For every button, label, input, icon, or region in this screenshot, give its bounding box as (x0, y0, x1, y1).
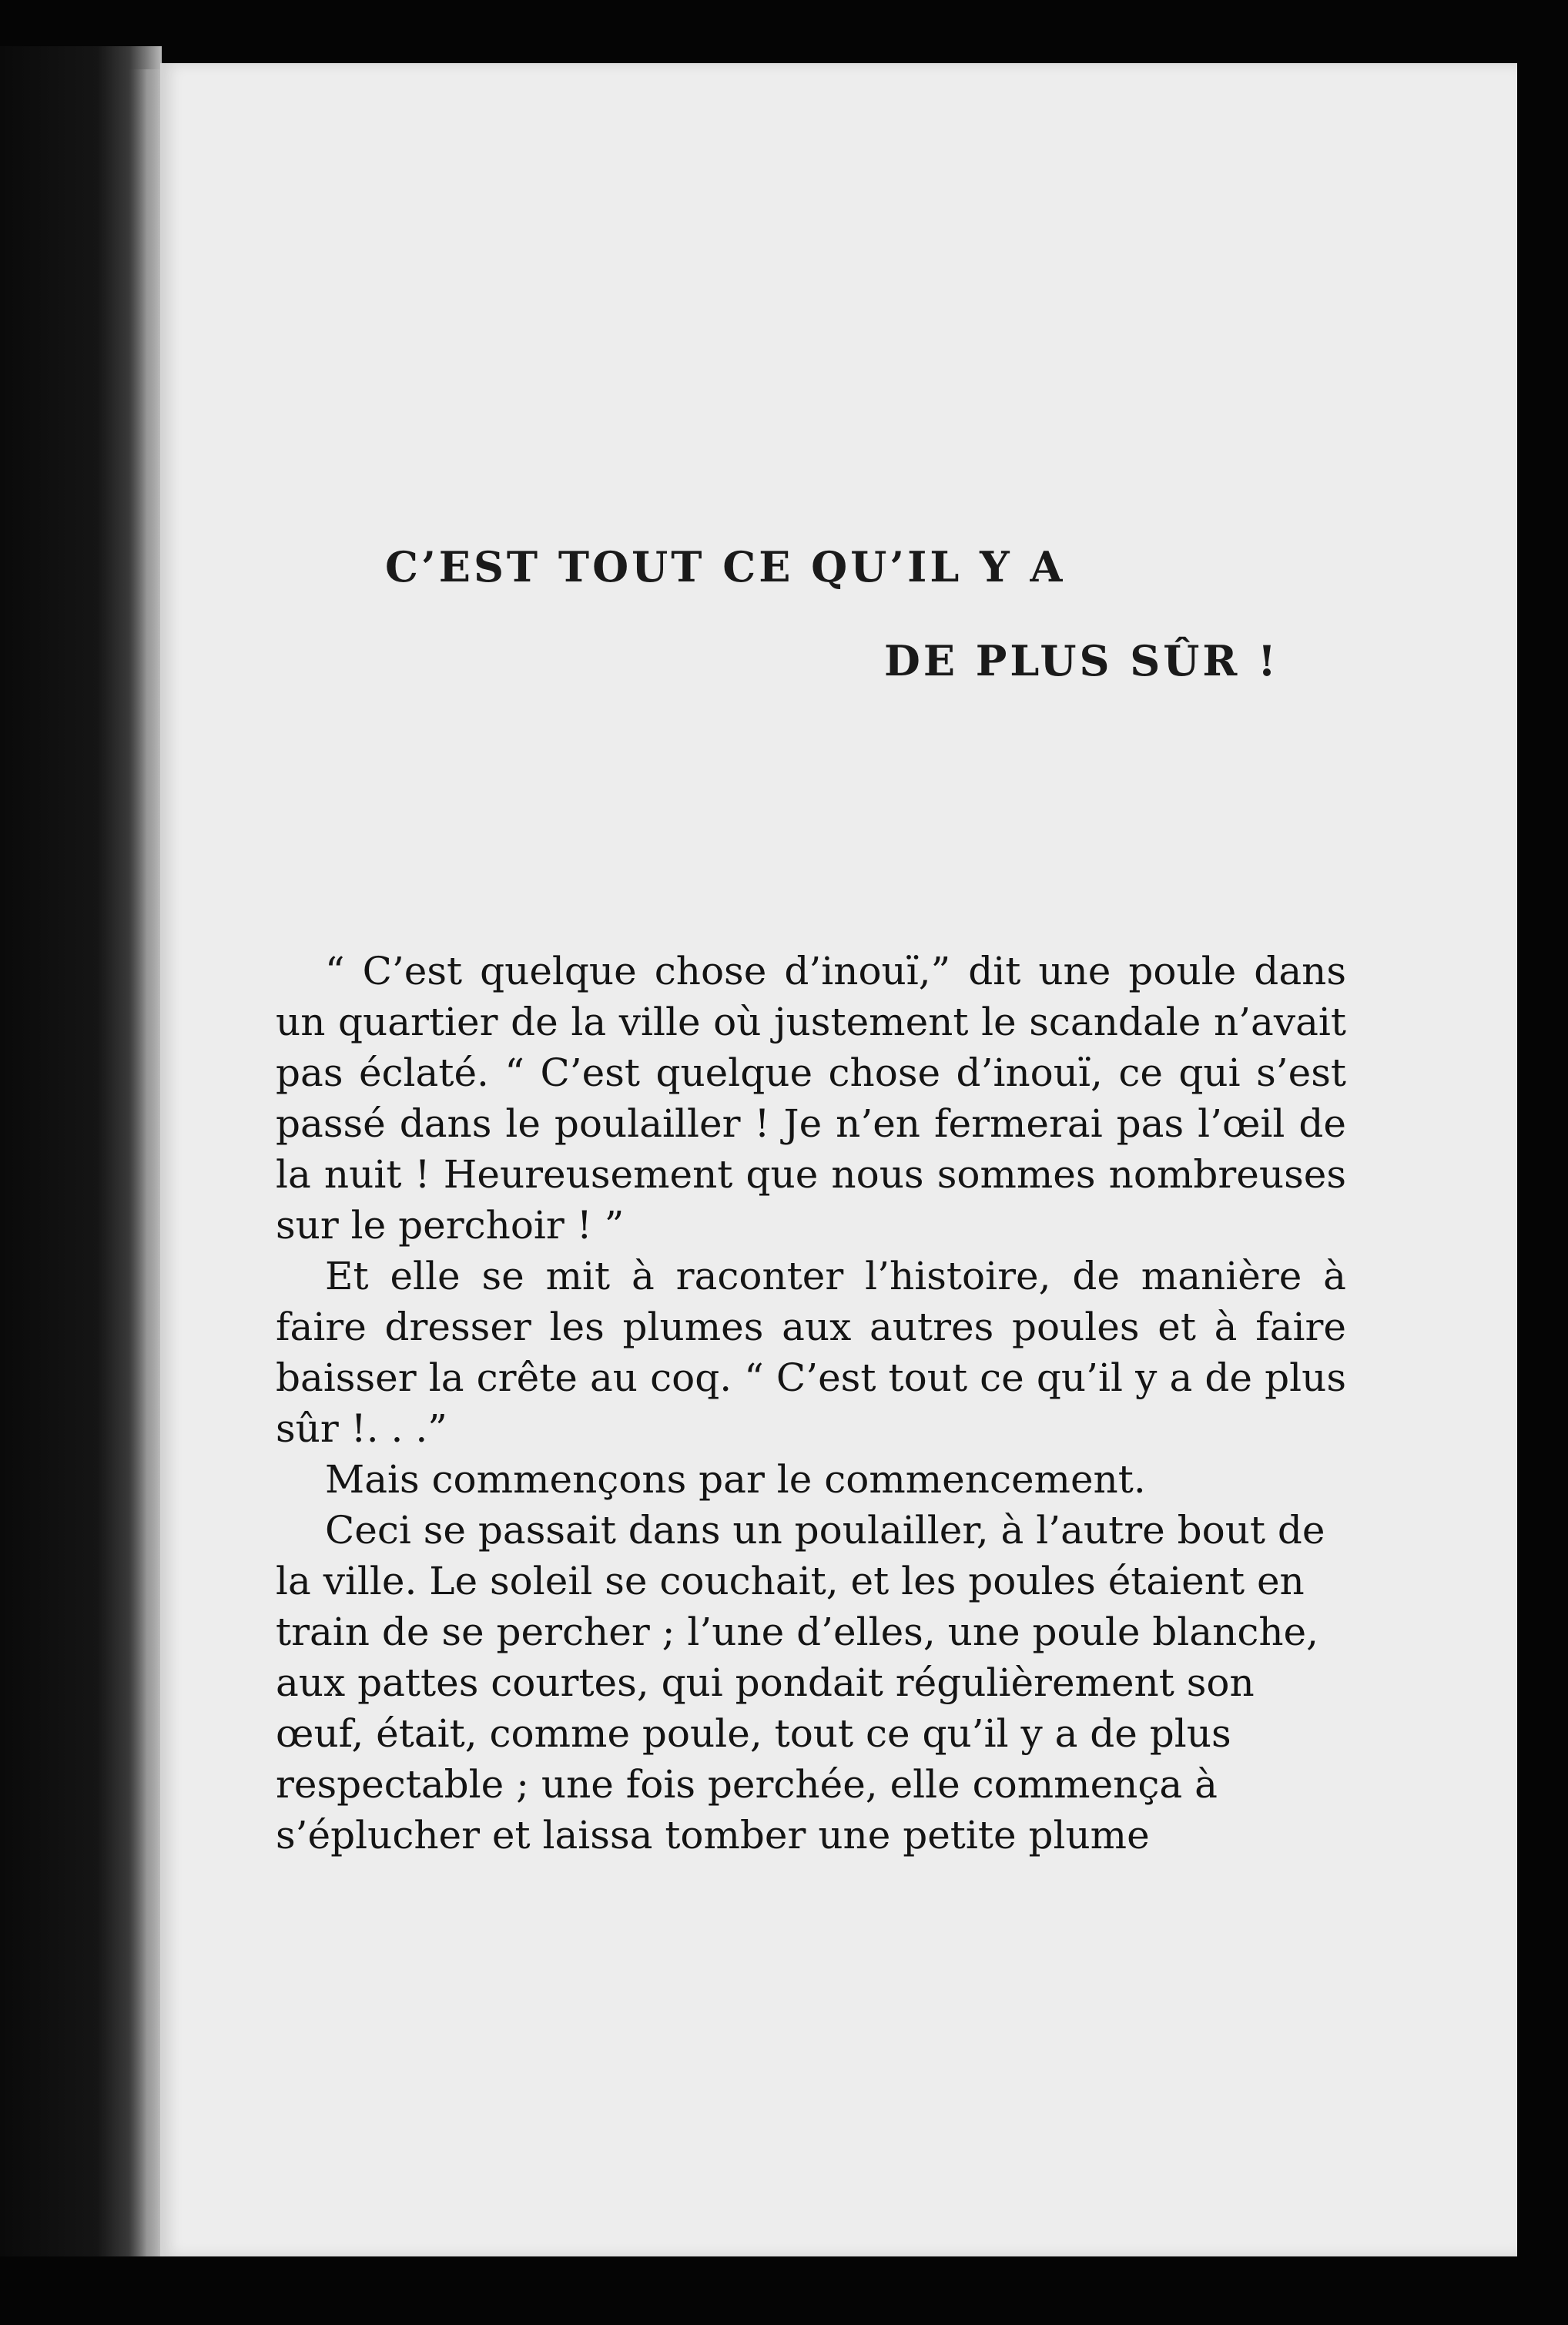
body-text (276, 946, 1346, 1861)
book-page (160, 63, 1517, 2256)
chapter-title-line-2: DE PLUS SÛR ! (884, 636, 1279, 685)
paragraph-3: Mais commençons par le commencement. (325, 1457, 1146, 1502)
paragraph-1: “ C’est quelque chose d’inouï,” dit une poule dans un quartier de la ville où justement le scandale n’avait pas éclaté. “ C’est quelque chose d’inouï, ce qui s’est passé dans le poulailler ! Je n’en fermerai pas l’œil de la nuit ! Heureusement que nous sommes nombreuses sur le perchoir ! ” (276, 949, 1346, 1248)
paragraph-4: Ceci se passait dans un poulailler, à l’autre bout de la ville. Le soleil se couchait, et les poules étaient en train de se percher ; l’une d’elles, une poule blanche, aux pattes courtes, qui pondait régulièrement son œuf, était, comme poule, tout ce qu’il y a de plus respectable ; une fois perchée, elle commença à s’éplucher et laissa tomber une petite plume (276, 1508, 1325, 1858)
paragraph-2: Et elle se mit à raconter l’histoire, de manière à faire dresser les plumes aux autres poules et à faire baisser la crête au coq. “ C’est tout ce qu’il y a de plus sûr !. . .” (276, 1254, 1346, 1451)
scan-border-bottom (0, 2256, 1568, 2325)
chapter-title-line-1: C’EST TOUT CE QU’IL Y A (385, 542, 1066, 591)
